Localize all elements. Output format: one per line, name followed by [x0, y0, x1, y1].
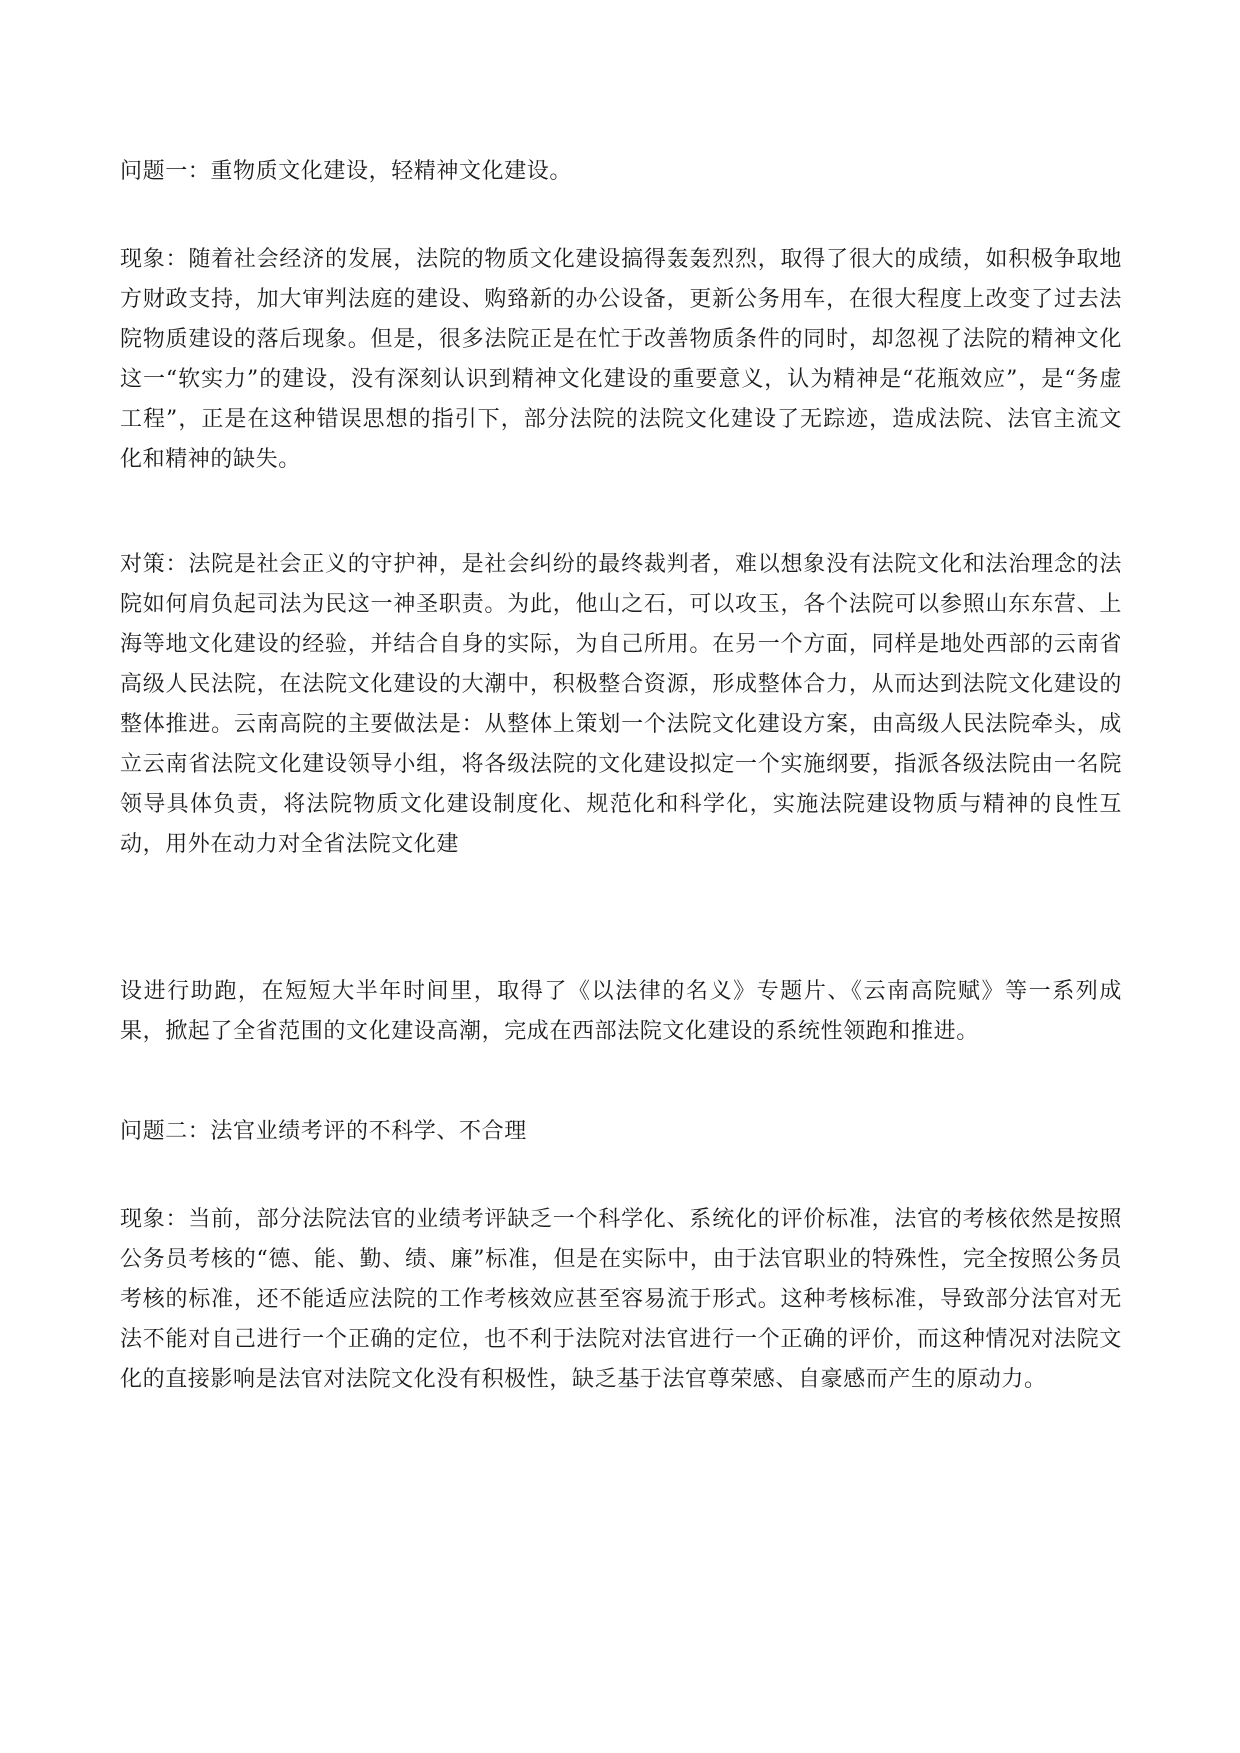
section2-heading: 问题二：法官业绩考评的不科学、不合理	[120, 1119, 527, 1144]
section1-phenomenon-paragraph: 现象：随着社会经济的发展，法院的物质文化建设搞得轰轰烈烈，取得了很大的成绩，如积极争取地方财政支持，加大审判法庭的建设、购臵新的办公设备，更新公务用车，在很大程度上改变了过去法院物质建设的落后现象。但是，很多法院正是在忙于改善物质条件的同时，却忽视了法院的精神文化这一“软实力”的建设，没有深刻认识到精神文化建设的重要意义，认为精神是“花瓶效应”，是“务虚工程”，正是在这种错误思想的指引下，部分法院的法院文化建设了无踪迹，造成法院、法官主流文化和精神的缺失。	[120, 247, 1122, 472]
section1-continuation-paragraph: 设进行助跑，在短短大半年时间里，取得了《以法律的名义》专题片、《云南高院赋》等一系列成果，掀起了全省范围的文化建设高潮，完成在西部法院文化建设的系统性领跑和推进。	[120, 979, 1122, 1044]
section2-phenomenon-paragraph: 现象：当前，部分法院法官的业绩考评缺乏一个科学化、系统化的评价标准，法官的考核依然是按照公务员考核的“德、能、勤、绩、廉”标准，但是在实际中，由于法官职业的特殊性，完全按照公务员考核的标准，还不能适应法院的工作考核效应甚至容易流于形式。这种考核标准，导致部分法官对无法不能对自己进行一个正确的定位，也不利于法院对法官进行一个正确的评价，而这种情况对法院文化的直接影响是法官对法院文化没有积极性，缺乏基于法官尊荣感、自豪感而产生的原动力。	[120, 1207, 1122, 1392]
section1-countermeasure-paragraph: 对策：法院是社会正义的守护神，是社会纠纷的最终裁判者，难以想象没有法院文化和法治理念的法院如何肩负起司法为民这一神圣职责。为此，他山之石，可以攻玉，各个法院可以参照山东东营、上海等地文化建设的经验，并结合自身的实际，为自己所用。在另一个方面，同样是地处西部的云南省高级人民法院，在法院文化建设的大潮中，积极整合资源，形成整体合力，从而达到法院文化建设的整体推进。云南高院的主要做法是：从整体上策划一个法院文化建设方案，由高级人民法院牵头，成立云南省法院文化建设领导小组，将各级法院的文化建设拟定一个实施纲要，指派各级法院由一名院领导具体负责，将法院物质文化建设制度化、规范化和科学化，实施法院建设物质与精神的良性互动，用外在动力对全省法院文化建	[120, 552, 1122, 857]
section1-heading: 问题一：重物质文化建设，轻精神文化建设。	[120, 159, 573, 184]
